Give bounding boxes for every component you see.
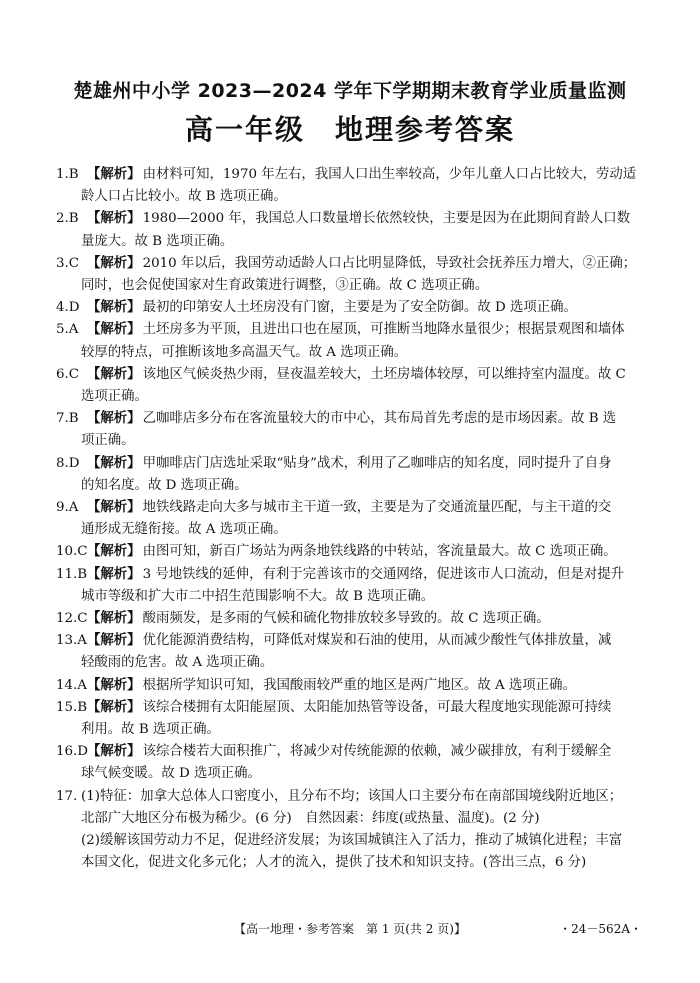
answer-line bbox=[56, 786, 640, 808]
answer-number: 12.C bbox=[56, 611, 88, 627]
answer-list bbox=[56, 164, 640, 875]
answer-number: 15.B bbox=[56, 699, 88, 715]
answer-text: 根据所学知识可知，我国酸雨较严重的地区是两广地区。故 A 选项正确。 bbox=[142, 677, 576, 693]
answer-item bbox=[56, 319, 640, 363]
answer-number: 6.C bbox=[56, 366, 80, 382]
answer-item-17 bbox=[56, 786, 640, 875]
answer-line bbox=[56, 541, 640, 563]
answer-text: (1)特征：加拿大总体人口密度小，且分布不均；该国人口主要分布在南部国境线附近地区； bbox=[81, 788, 623, 804]
answer-continuation: 的知名度。故 D 选项正确。 bbox=[81, 477, 248, 493]
analysis-tag: 【解析】 bbox=[87, 455, 141, 471]
footer-code: ・24－562A・ bbox=[559, 922, 642, 936]
answer-item bbox=[56, 608, 640, 630]
answer-number: 3.C bbox=[56, 255, 80, 271]
answer-continuation: (2)缓解该国劳动力不足，促进经济发展；为该国城镇注入了活力，推动了城镇化进程；丰富 bbox=[81, 833, 623, 849]
answer-item bbox=[56, 564, 640, 608]
answer-line bbox=[56, 564, 640, 586]
answer-text: 土坯房多为平顶，且进出口也在屋顶，可推断当地降水量很少；根据景观图和墙体 bbox=[142, 322, 625, 338]
answer-number: 1.B bbox=[56, 167, 79, 182]
analysis-tag: 【解析】 bbox=[87, 167, 141, 182]
answer-line bbox=[56, 697, 640, 719]
answer-line bbox=[56, 364, 640, 386]
answer-continuation: 球气候变暖。故 D 选项正确。 bbox=[81, 766, 261, 782]
answer-text: 乙咖啡店多分布在客流量较大的市中心，其布局首先考虑的是市场因素。故 B 选 bbox=[142, 411, 617, 427]
answer-text: 3 号地铁线的延伸，有利于完善该市的交通网络，促进该市人口流动，但是对提升 bbox=[142, 566, 625, 582]
answer-text: 由图可知，新百广场站为两条地铁线路的中转站，客流量最大。故 C 选项正确。 bbox=[142, 544, 617, 560]
answer-text: 该综合楼拥有太阳能屋顶、太阳能加热管等设备，可最大程度地实现能源可持续 bbox=[142, 699, 612, 715]
answer-item bbox=[56, 697, 640, 741]
answer-item bbox=[56, 208, 640, 252]
answer-text: 由材料可知，1970 年左右，我国人口出生率较高，少年儿童人口占比较大，劳动适 bbox=[142, 167, 637, 182]
answer-number: 5.A bbox=[56, 322, 79, 338]
answer-number: 8.D bbox=[56, 455, 80, 471]
analysis-tag: 【解析】 bbox=[87, 633, 141, 649]
answer-text: 该综合楼若大面积推广，将减少对传统能源的依赖，减少碳排放，有利于缓解全 bbox=[142, 744, 612, 760]
answer-continuation: 项正确。 bbox=[81, 433, 135, 449]
answer-item bbox=[56, 497, 640, 541]
analysis-tag: 【解析】 bbox=[87, 677, 141, 693]
analysis-tag: 【解析】 bbox=[87, 699, 141, 715]
answer-continuation: 北部广大地区分布极为稀少。(6 分) 自然因素：纬度(或热量、温度)。(2 分) bbox=[81, 810, 540, 826]
answer-text: 1980—2000 年，我国总人口数量增长依然较快，主要是因为在此期间育龄人口数 bbox=[142, 211, 631, 227]
analysis-tag: 【解析】 bbox=[87, 411, 141, 427]
answer-key-title: 高一年级 地理参考答案 bbox=[184, 113, 515, 146]
answer-line bbox=[56, 408, 640, 430]
answer-line bbox=[56, 608, 640, 630]
answer-continuation: 利用。故 B 选项正确。 bbox=[81, 722, 220, 738]
answer-item bbox=[56, 364, 640, 408]
answer-item bbox=[56, 253, 640, 297]
answer-item bbox=[56, 297, 640, 319]
answer-item bbox=[56, 164, 640, 208]
answer-number: 4.D bbox=[56, 300, 80, 316]
answer-continuation: 较厚的特点，可推断该地多高温天气。故 A 选项正确。 bbox=[81, 344, 408, 360]
answer-text: 该地区气候炎热少雨，昼夜温差较大，土坯房墙体较厚，可以维持室内温度。故 C bbox=[142, 366, 626, 382]
page-footer bbox=[0, 920, 700, 938]
answer-text: 2010 年以后，我国劳动适龄人口占比明显降低，导致社会抚养压力增大，②正确； bbox=[142, 255, 637, 271]
analysis-tag: 【解析】 bbox=[87, 211, 141, 227]
answer-continuation: 城市等级和扩大市二中招生范围影响不大。故 B 选项正确。 bbox=[81, 588, 435, 604]
answer-text: 优化能源消费结构，可降低对煤炭和石油的使用，从而减少酸性气体排放量，减 bbox=[142, 633, 612, 649]
answer-text: 最初的印第安人土坯房没有门窗，主要是为了安全防御。故 D 选项正确。 bbox=[142, 300, 577, 316]
answer-line bbox=[56, 164, 640, 186]
answer-item bbox=[56, 741, 640, 785]
answer-continuation: 选项正确。 bbox=[81, 389, 148, 405]
answer-item bbox=[56, 541, 640, 563]
answer-item bbox=[56, 408, 640, 452]
answer-line bbox=[56, 497, 640, 519]
answer-line bbox=[56, 675, 640, 697]
analysis-tag: 【解析】 bbox=[87, 566, 141, 582]
answer-text: 酸雨频发，是多雨的气候和硫化物排放较多导致的。故 C 选项正确。 bbox=[142, 611, 550, 627]
answer-continuation: 本国文化，促进文化多元化；人才的流入，提供了技术和知识支持。(答出三点，6 分) bbox=[81, 855, 587, 871]
answer-continuation: 龄人口占比较小。故 B 选项正确。 bbox=[81, 189, 287, 205]
analysis-tag: 【解析】 bbox=[87, 322, 141, 338]
answer-item bbox=[56, 630, 640, 674]
answer-number: 11.B bbox=[56, 566, 88, 582]
answer-continuation: 量庞大。故 B 选项正确。 bbox=[81, 233, 234, 249]
footer-page-label: 【高一地理・参考答案 第 1 页(共 2 页)】 bbox=[234, 922, 466, 936]
answer-item bbox=[56, 675, 640, 697]
answer-item bbox=[56, 453, 640, 497]
answer-number: 14.A bbox=[56, 677, 87, 693]
analysis-tag: 【解析】 bbox=[87, 544, 141, 560]
answer-number: 13.A bbox=[56, 633, 87, 649]
answer-text: 地铁线路走向大多与城市主干道一致，主要是为了交通流量匹配，与主干道的交 bbox=[142, 500, 612, 516]
answer-continuation: 同时，也会促使国家对生育政策进行调整，③正确。故 C 选项正确。 bbox=[81, 278, 489, 294]
answer-line bbox=[56, 319, 640, 341]
analysis-tag: 【解析】 bbox=[87, 366, 141, 382]
answer-number: 9.A bbox=[56, 500, 79, 516]
answer-number: 17. bbox=[56, 788, 78, 804]
answer-line bbox=[56, 253, 640, 275]
answer-number: 2.B bbox=[56, 211, 79, 227]
answer-line bbox=[56, 297, 640, 319]
analysis-tag: 【解析】 bbox=[87, 300, 141, 316]
analysis-tag: 【解析】 bbox=[87, 255, 141, 271]
exam-title: 楚雄州中小学 2023—2024 学年下学期期末教育学业质量监测 bbox=[73, 80, 627, 102]
analysis-tag: 【解析】 bbox=[87, 744, 141, 760]
answer-number: 10.C bbox=[56, 544, 88, 560]
answer-continuation: 轻酸雨的危害。故 A 选项正确。 bbox=[81, 655, 274, 671]
answer-continuation: 通形成无缝衔接。故 A 选项正确。 bbox=[81, 522, 287, 538]
answer-number: 16.D bbox=[56, 744, 89, 760]
analysis-tag: 【解析】 bbox=[87, 611, 141, 627]
answer-line bbox=[56, 208, 640, 230]
answer-line bbox=[56, 741, 640, 763]
analysis-tag: 【解析】 bbox=[87, 500, 141, 516]
answer-text: 甲咖啡店门店选址采取“贴身”战术，利用了乙咖啡店的知名度，同时提升了自身 bbox=[142, 455, 612, 471]
answer-line bbox=[56, 453, 640, 475]
answer-line bbox=[56, 630, 640, 652]
answer-number: 7.B bbox=[56, 411, 79, 427]
